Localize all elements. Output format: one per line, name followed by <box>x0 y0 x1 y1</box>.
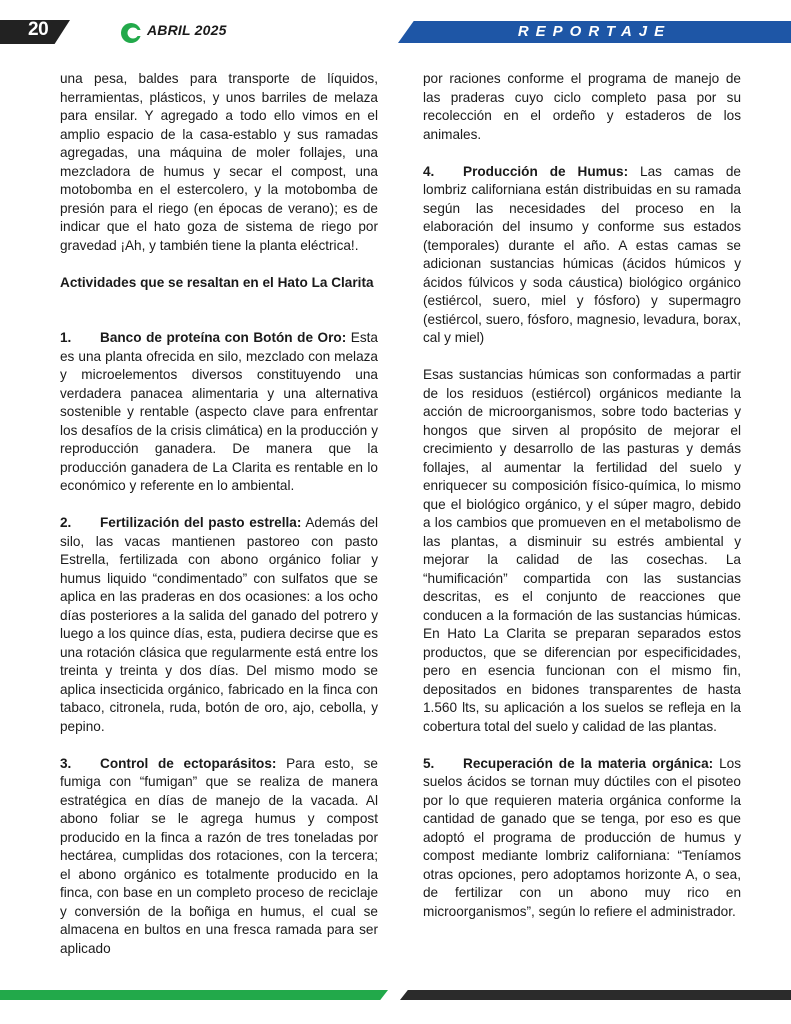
left-column <box>60 70 378 977</box>
item-number: 5. <box>423 755 435 771</box>
item-number: 2. <box>60 515 72 530</box>
list-item <box>60 329 378 496</box>
footer-dark-bar <box>400 990 791 1000</box>
item-title: Control de ectoparásitos: <box>100 755 277 771</box>
item-number: 4. <box>423 163 435 179</box>
green-c-logo-icon <box>120 22 142 44</box>
page-number: 20 <box>28 19 49 40</box>
item-text: Las camas de lombriz californiana están distribuidas en su ramada según las necesidades del proceso en la elaboración del insumo y conforme sus estados (temporales) durante el año. A estas camas se adicionan sustancias húmicas (ácidos húmicos y ácidos fúlvicos y soda cáustica) biológico orgánico (estiércol, suero, miel y fósforo) y supermagro (estiércol, suero, fósforo, magnesio, levadura, borax, cal y miel) <box>423 163 741 345</box>
list-item <box>423 163 741 348</box>
footer-green-bar <box>0 990 388 1000</box>
issue-date: ABRIL 2025 <box>147 22 227 38</box>
page-header <box>0 0 791 46</box>
item-number: 3. <box>60 755 72 771</box>
paragraph: Esas sustancias húmicas son conformadas a partir de los residuos (estiércol) orgánicos mediante la acción de microorganismos, sobre todo bacterias y hongos que sirven al propósito de mejorar el crecimiento y desarrollo de las pasturas y demás follajes, al aumentar la fertilidad del suelo y enriquecer su composición físico-química, lo mismo que el biológico orgánico, y el súper magro, debido a los cambios que promueven en el metabolismo de las plantas, a disminuir su estrés ambiental y mejorar la calidad de las cosechas. La “humificación” compartida con las sustancias descritas, es el conjunto de reacciones que conducen a la formación de las sustancias húmicas. En Hato La Clarita se preparan separados estos productos, que se diferencian por especificidades, pero en esencia funcionan con el mismo fin, depositados en bidones transparentes de hasta 1.560 lts, su aplicación a los suelos se refleja en la cobertura total del suelo y calidad de las plantas. <box>423 367 741 734</box>
list-item <box>60 755 378 959</box>
item-title: Banco de proteína con Botón de Oro: <box>100 330 347 345</box>
item-title: Producción de Humus: <box>463 163 629 179</box>
item-title: Fertilización del pasto estrella: <box>100 515 302 530</box>
subheading: Actividades que se resaltan en el Hato La Clarita <box>60 274 374 290</box>
item-title: Recuperación de la materia orgánica: <box>463 755 714 771</box>
section-title: REPORTAJE <box>517 23 672 40</box>
paragraph: por raciones conforme el programa de manejo de las praderas cuyo ciclo completo pasa por su recolección en el ordeño y estaderos de los animales. <box>423 71 741 142</box>
list-item <box>60 514 378 736</box>
right-column <box>423 70 741 940</box>
item-text: Para esto, se fumiga con “fumigan” que se realiza de manera estratégica en días de manejo de la vacada. Al abono foliar se le agrega humus y compost producido en la finca a razón de tres toneladas por hectárea, cumplidas dos rotaciones, con la tercera; el abono orgánico es totalmente producido en la finca, con base en un completo proceso de reciclaje y conversión de la boñiga en humus, el cual se almacena en bultos en una fresca ramada para ser aplicado <box>60 755 378 956</box>
paragraph: una pesa, baldes para transporte de líquidos, herramientas, plásticos, y unos barriles de melaza para ensilar. Y agregado a todo ello vimos en el amplio espacio de la casa-establo y sus ramadas agregadas, una máquina de moler follajes, una mezcladora de humus y secar el compost, una motobomba en el estercolero, y la motobomba de presión para el riego (en épocas de verano); es de indicar que el hato goza de sistema de riego por gravedad ¡Ah, y también tiene la planta eléctrica!. <box>60 71 378 253</box>
item-text: Esta es una planta ofrecida en silo, mezclado con melaza y microelementos diversos constituyendo una verdadera panacea alimentaria y una alternativa sostenible y rentable (aspecto clave para enfrentar los desafíos de la crisis climática) en la producción y reproducción ganadera. De manera que la producción ganadera de La Clarita es rentable en lo económico y referente en lo ambiental. <box>60 330 378 493</box>
list-item <box>423 755 741 922</box>
item-number: 1. <box>60 330 72 345</box>
item-text: Los suelos ácidos se tornan muy dúctiles con el pisoteo por lo que requieren materia orgánica conforme la cantidad de ganado que se tenga, por eso es que adoptó el programa de producción de humus y compost mediante lombriz californiana: “Teníamos otras opciones, pero adoptamos horizonte A, o sea, de fertilizar con un abono muy rico en microorganismos”, según lo refiere el administrador. <box>423 755 741 919</box>
item-text: Además del silo, las vacas mantienen pastoreo con pasto Estrella, fertilizada con abono orgánico foliar y humus liquido “condimentado” con sulfatos que se aplica en las praderas en dos ocasiones: a los ocho días posteriores a la salida del ganado del potrero y luego a los quince días, esta, pudiera decirse que es una rotación clásica que regularmente está entre los treinta y treinta y dos días. Del mismo modo se aplica insecticida orgánico, fabricado en la finca con tabaco, citronela, ruda, botón de oro, ajo, cebolla, y pepino. <box>60 515 379 734</box>
